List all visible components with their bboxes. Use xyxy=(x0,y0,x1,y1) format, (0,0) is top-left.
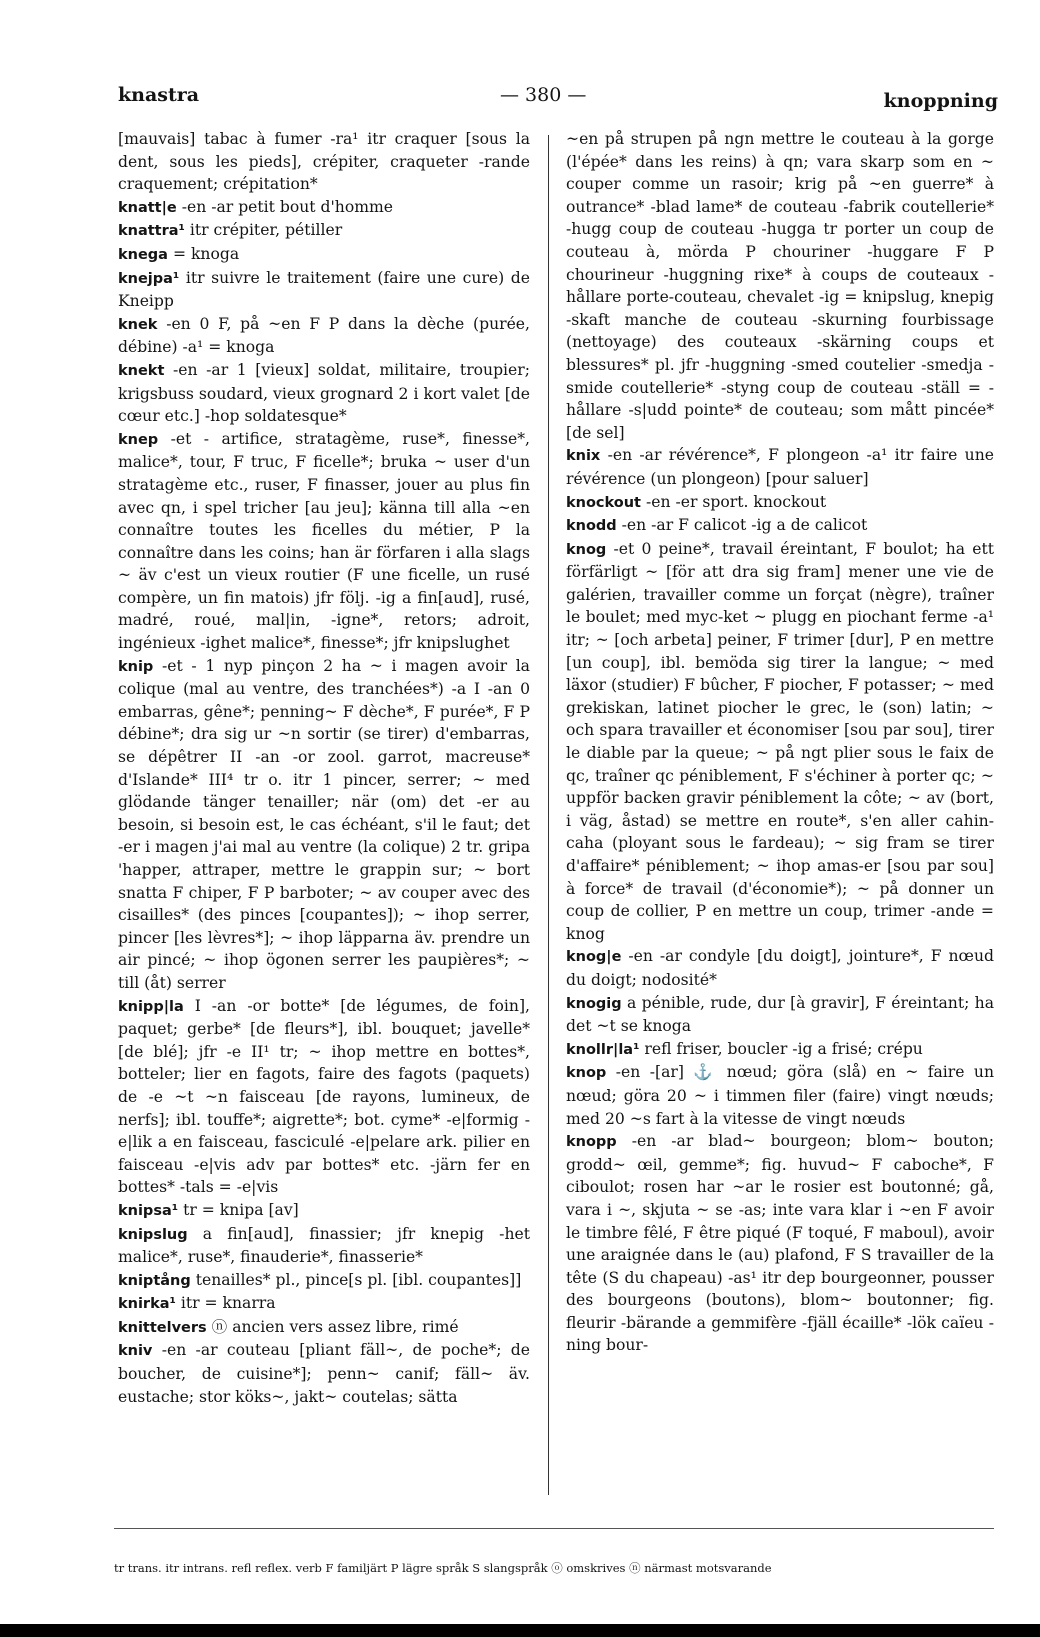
entry-definition: -et - artifice, stratagème, ruse*, finesse*, malice*, tour, F truc, F ficelle*; bruka ~ user d'un stratagème etc., ruser, F finasser, jouer au plus fin avec qn, i spel tricher [au jeu]; känna till alla ~en connaître toutes les ficelles du métier, P la connaître dans les coins; han är förfaren i alla slags ~ äv c'est un vieux routier (F une ficelle, un rusé compère, un fin matois) jfr följ. -ig a fin[aud], rusé, madré, roué, mal|in, -igne*, retors; adroit, ingénieux -ighet malice*, finesse*; jfr knipslughet xyxy=(118,429,530,653)
right-column xyxy=(566,128,994,1357)
entry-headword: knopp xyxy=(566,1134,617,1151)
entry-definition: itr crépiter, pétiller xyxy=(189,221,343,240)
abbreviation-footer: tr trans. itr intrans. refl reflex. verb F familjärt P lägre språk S slangspråk ⓞ omskrives ⓝ närmast motsvarande xyxy=(114,1561,772,1575)
entry-definition: -en 0 F, på ~en F P dans la dèche (purée, débine) -a¹ = knoga xyxy=(118,314,530,357)
entry-definition: -en -ar condyle [du doigt], jointure*, F nœud du doigt; nodosité* xyxy=(566,947,994,989)
entry-headword: knop xyxy=(566,1065,607,1082)
dictionary-entry xyxy=(118,196,530,220)
scan-bottom-border xyxy=(0,1624,1040,1637)
dictionary-entry xyxy=(118,1316,530,1340)
dictionary-entry xyxy=(118,1269,530,1293)
entry-headword: kniptång xyxy=(118,1272,191,1289)
entry-headword: knega xyxy=(118,246,168,263)
entry-headword: kniv xyxy=(118,1343,153,1360)
dictionary-entry xyxy=(566,444,994,490)
entry-headword: knip xyxy=(118,658,154,675)
entry-definition: = knoga xyxy=(172,244,240,263)
entry-definition: -en -ar révérence*, F plongeon -a¹ itr faire une révérence (un plongeon) [pour saluer] xyxy=(566,446,994,488)
dictionary-entry xyxy=(566,491,994,515)
entry-headword: knekt xyxy=(118,362,165,379)
dictionary-entry xyxy=(118,655,530,995)
entry-definition: -en -[ar] ⚓ nœud; göra (slå) en ~ faire un nœud; göra 20 ~ i timmen filer (faire) vingt nœuds; med 20 ~s fart à la vitesse de vingt nœuds xyxy=(566,1063,994,1128)
footer-rule xyxy=(114,1528,994,1529)
entry-headword: knattra¹ xyxy=(118,223,185,240)
dictionary-entry xyxy=(118,1292,530,1316)
entry-headword: knatt|e xyxy=(118,199,177,216)
entry-headword: knirka¹ xyxy=(118,1296,176,1313)
entry-definition: -en -er sport. knockout xyxy=(645,492,827,511)
entry-headword: knittelvers xyxy=(118,1319,207,1336)
entry-definition: itr = knarra xyxy=(180,1294,276,1313)
entry-definition: -en -ar F calicot -ig a de calicot xyxy=(621,516,868,535)
entry-headword: knix xyxy=(566,448,601,465)
dictionary-entry xyxy=(566,1130,994,1357)
entry-headword: knep xyxy=(118,431,159,448)
entry-definition: -en -ar couteau [pliant fäll~, de poche*; de boucher, de cuisine*]; penn~ canif; fäll~ äv. eustache; stor köks~, jakt~ coutelas; sätta xyxy=(118,1341,530,1406)
left-column xyxy=(118,128,530,1408)
dictionary-entry xyxy=(118,428,530,655)
dictionary-entry xyxy=(118,1199,530,1223)
dictionary-entry xyxy=(566,1038,994,1062)
entry-headword: knollr|la¹ xyxy=(566,1041,640,1058)
entry-definition: refl friser, boucler -ig a frisé; crépu xyxy=(644,1039,923,1058)
entry-headword: knockout xyxy=(566,494,641,511)
entry-headword: knipsa¹ xyxy=(118,1202,179,1219)
entry-headword: knejpa¹ xyxy=(118,270,180,287)
entry-definition: a fin[aud], finassier; jfr knepig -het malice*, ruse*, finauderie*, finasserie* xyxy=(118,1224,530,1267)
dictionary-entry xyxy=(118,1339,530,1408)
dictionary-entry xyxy=(118,359,530,428)
page-number: — 380 — xyxy=(500,84,587,106)
entry-definition: tenailles* pl., pince[s pl. [ibl. coupantes]] xyxy=(195,1270,522,1289)
entry-definition: -et 0 peine*, travail éreintant, F boulot; ha ett förfärligt ~ [för att dra sig fram] mener une vie de galérien, travailler comme un forçat (nègre), traîner le boulet; med myc-ket ~ plugg en piochant ferme -a¹ itr; ~ [och arbeta] peiner, F trimer [dur], P en mettre [un coup], ibl. bemöda sig tirer la langue; ~ med läxor (studier) F bûcher, F piocher, F potasser; ~ med grekiskan, latinet piocher le grec, le (son) latin; ~ och spara travailler et économiser [sou par sou], tirer le diable par la queue; ~ på ngt plier sous le faix de qc, traîner qc péniblement, F s'échiner à porter qc; ~ uppför backen gravir péniblement la côte; ~ av (bort, i väg, åstad) se mettre en route*, s'en aller cahin-caha (ployant sous le fardeau); ~ sig fram se tirer d'affaire* péniblement; ~ ihop amas-er [sou par sou] à force* de travail (d'économie*); ~ på donner un coup de collier, P en mettre un coup, trimer -ande = knog xyxy=(566,539,994,943)
entry-definition: -en -ar 1 [vieux] soldat, militaire, troupier; krigsbuss soudard, vieux grognard 2 i kort valet [de cœur etc.] -hop soldatesque* xyxy=(118,360,530,426)
dictionary-entry xyxy=(118,128,530,196)
entry-headword: knog xyxy=(566,541,607,558)
entry-headword: knogig xyxy=(566,995,622,1012)
header-left-guide-word: knastra xyxy=(118,84,200,106)
dictionary-entry xyxy=(118,267,530,313)
dictionary-entry xyxy=(566,1061,994,1130)
entry-definition: I -an -or botte* [de légumes, de foin], paquet; gerbe* [de fleurs*], ibl. bouquet; javelle* [de blé]; jfr -e II¹ tr; ~ ihop mettre en bottes*, botteler; lier en fagots, faire des fagots (paquets) de -e ~t ~n faisceau [de rayons, lumineux, de nerfs]; ibl. touffe*; aigrette*; bot. cyme* -e|formig -e|lik a en faisceau, fasciculé -e|pelare ark. pilier en faisceau -e|vis adv par bottes* etc. -järn fer en bottes* -tals = -e|vis xyxy=(118,996,530,1197)
entry-definition: ~en på strupen på ngn mettre le couteau à la gorge (l'épée* dans les reins) à qn; vara skarp som en ~ couper comme un rasoir; krig på ~en guerre* à outrance* -blad lame* de couteau -fabrik coutellerie* -hugg coup de couteau -hugga tr porter un coup de couteau à, mörda P chouriner -huggare F P chourineur -huggning rixe* à coups de couteaux -hållare porte-couteau, chevalet -ig = knipslug, knepig -skaft manche de couteau -skurning fourbissage (nettoyage) des couteaux -skärning coups et blessures* pl. jfr -huggning -smed coutelier -smedja -smide coutellerie* -styng coup de couteau -ställ = -hållare -s|udd pointe* de couteau; som mått pincée* [de sel] xyxy=(566,130,994,442)
header-right-guide-word: knoppning xyxy=(883,90,998,112)
entry-headword: knek xyxy=(118,316,158,333)
dictionary-entry xyxy=(118,313,530,359)
entry-definition: -en -ar blad~ bourgeon; blom~ bouton; grodd~ œil, gemme*; fig. huvud~ F caboche*, F ciboulot; rosen har ~ar le rosier est boutonné; gå, vara i ~, skjuta ~ se -as; inte vara klar i ~en F avoir le timbre fêlé, F être piqué (F toqué, F maboul), avoir une araignée dans le (au) plafond, F S travailler de la tête (S du chapeau) -as¹ itr dep bourgeonner, pousser des bourgeons (boutons), blom~ boutonner; fig. fleurir -bärande a gemmifère -fjäll écaille* -lök caïeu -ning bour- xyxy=(566,1132,994,1355)
dictionary-entry xyxy=(566,538,994,946)
entry-definition: ⓝ ancien vers assez libre, rimé xyxy=(211,1317,459,1336)
entry-definition: a pénible, rude, dur [à gravir], F éreintant; ha det ~t se knoga xyxy=(566,993,994,1036)
entry-definition: [mauvais] tabac à fumer -ra¹ itr craquer [sous la dent, sous les pieds], crépiter, craqueter -rande craquement; crépitation* xyxy=(118,130,530,194)
dictionary-entry xyxy=(566,514,994,538)
entry-headword: knipp|la xyxy=(118,998,184,1015)
dictionary-entry xyxy=(118,1223,530,1269)
dictionary-entry xyxy=(566,992,994,1038)
dictionary-entry xyxy=(118,995,530,1199)
entry-definition: -en -ar petit bout d'homme xyxy=(181,197,394,216)
column-divider xyxy=(548,135,549,1495)
dictionary-entry xyxy=(118,219,530,243)
dictionary-entry xyxy=(566,128,994,444)
entry-headword: knodd xyxy=(566,518,617,535)
entry-definition: -et - 1 nyp pinçon 2 ha ~ i magen avoir la colique (mal au ventre, des tranchées*) -a I -an 0 embarras, gêne*; penning~ F dèche*, F purée*, F P débine*; dra sig ur ~n sortir (se tirer) d'embarras, se dépêtrer II -an -or zool. garrot, macreuse* d'Islande* III⁴ tr o. itr 1 pincer, serrer; ~ med glödande tänger tenailler; när (om) det -er au besoin, si besoin est, le cas échéant, s'il le faut; det -er i magen j'ai mal au ventre (la colique) 2 tr. gripa 'happer, attraper, mettre le grappin sur; ~ bort snatta F chiper, F P barboter; ~ av couper avec des cisailles* (des pinces [coupantes]); ~ ihop serrer, pincer [les lèvres*]; ~ ihop läpparna äv. prendre un air pincé; ~ ihop ögonen serrer les paupières*; ~ till (åt) serrer xyxy=(118,656,530,992)
entry-definition: itr suivre le traitement (faire une cure) de Kneipp xyxy=(118,268,530,311)
dictionary-entry xyxy=(118,243,530,267)
dictionary-entry xyxy=(566,945,994,991)
entry-headword: knipslug xyxy=(118,1226,188,1243)
entry-headword: knog|e xyxy=(566,949,622,966)
entry-definition: tr = knipa [av] xyxy=(183,1200,299,1219)
